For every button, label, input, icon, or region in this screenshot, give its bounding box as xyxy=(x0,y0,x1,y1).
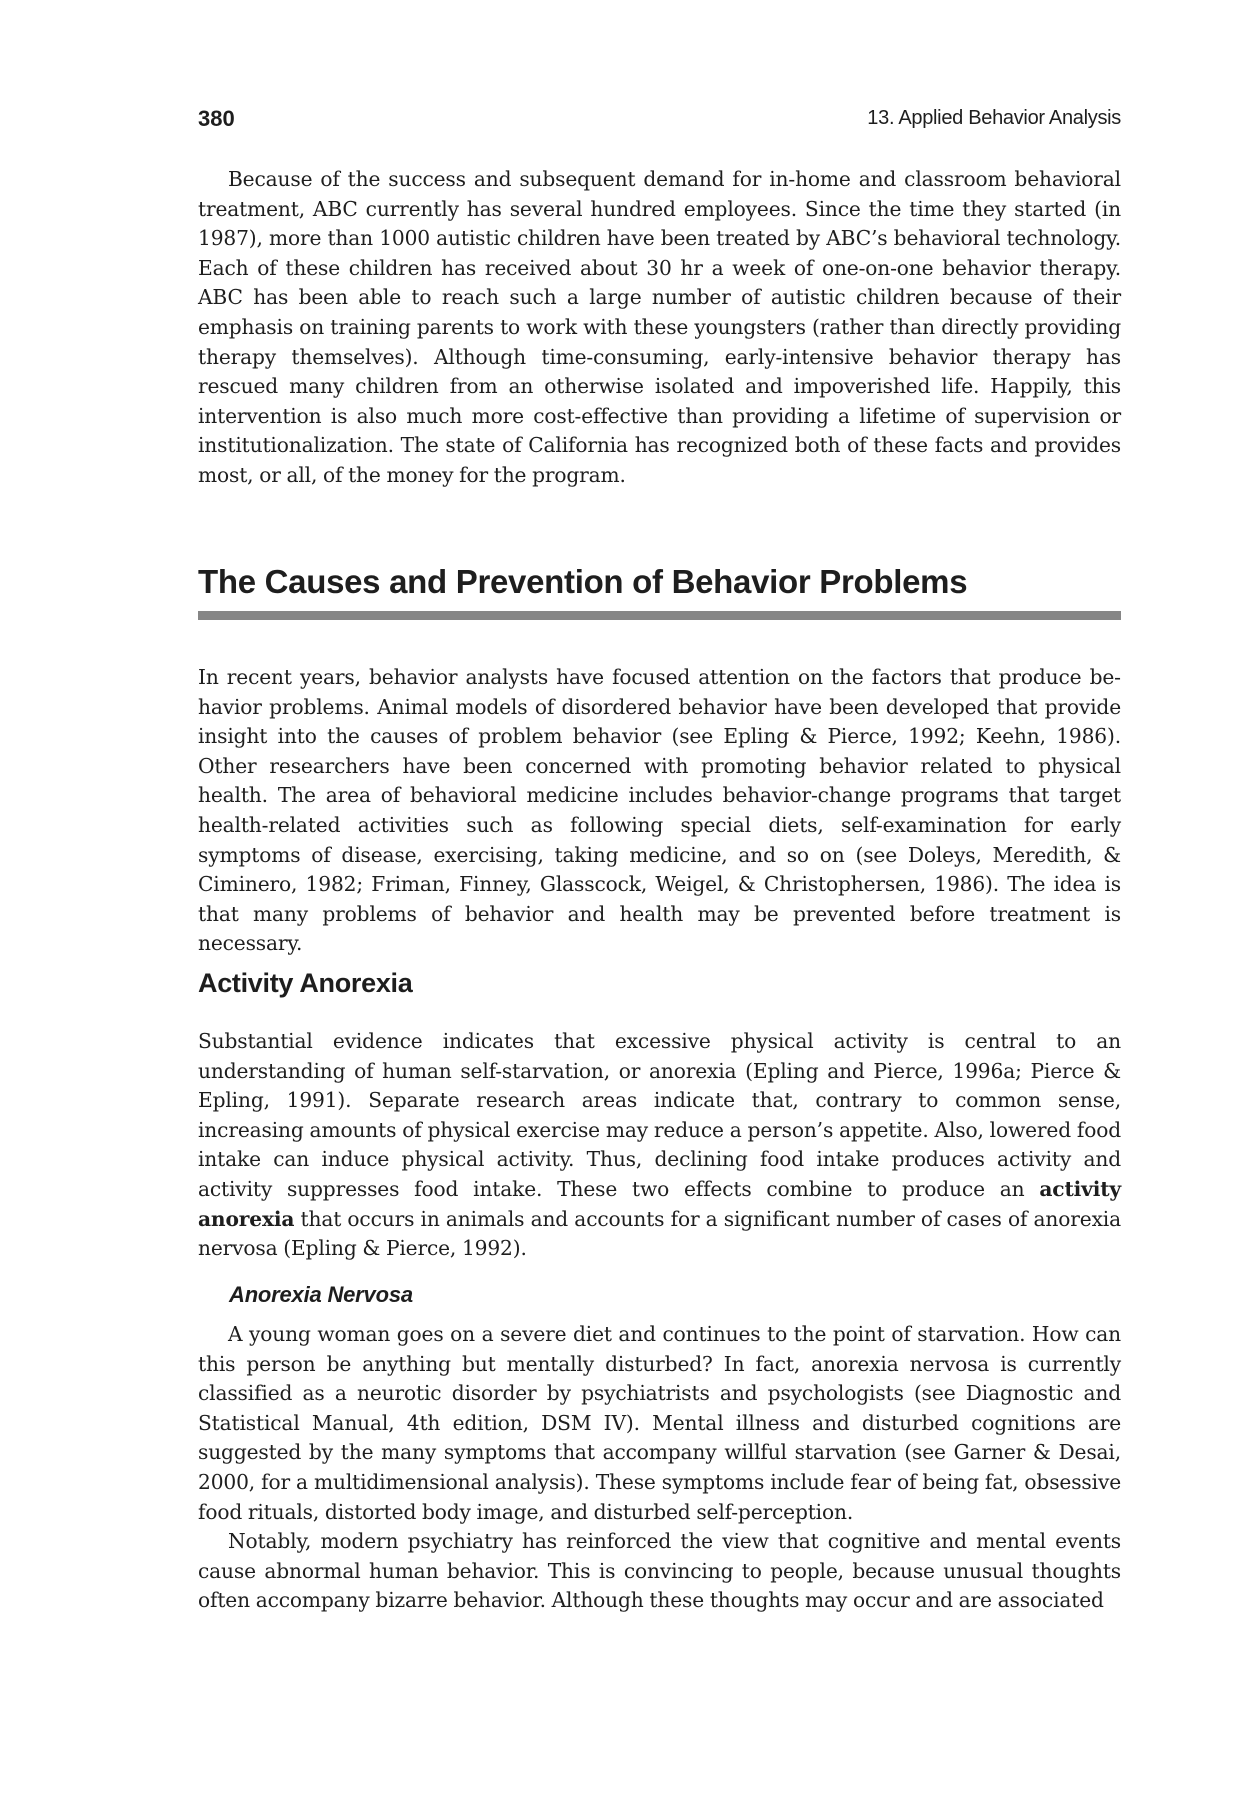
causes-paragraph: In recent years, behavior analysts have focused attention on the factors that produce behavior problems. Animal models of disordered behavior have been developed that provide insight into the causes of problem behavior (see Epling & Pierce, 1992; Keehn, 1986). Other researchers have been concerned with promoting behavior related to physical health. The area of behavioral medicine includes behavior-change programs that target health-related activities such as following special diets, self-examination for early symptoms of disease, exercising, taking medicine, and so on (see Doleys, Meredith, & Ciminero, 1982; Friman, Finney, Glasscock, Weigel, & Christophersen, 1986). The idea is that many problems of behavior and health may be prevented before treatment is necessary. xyxy=(198,665,1121,956)
running-head xyxy=(198,106,1121,138)
activity-anorexia-paragraph xyxy=(198,1027,1121,1264)
subsection-heading: Activity Anorexia xyxy=(198,968,413,998)
activity-anorexia-section xyxy=(198,1027,1121,1264)
anorexia-nervosa-section xyxy=(198,1320,1121,1616)
intro-section xyxy=(198,165,1121,491)
paragraph-text-after: that occurs in animals and accounts for a significant number of cases of anorexia nervosa (Epling & Pierce, 1992). xyxy=(198,1206,1121,1261)
anorexia-nervosa-paragraph-2: Notably, modern psychiatry has reinforced the view that cognitive and mental events cause abnormal human behavior. This is convincing to people, because unusual thoughts often accompany bizarre behavior. Although these thoughts may occur and are associated xyxy=(198,1529,1121,1613)
subsubsection-heading: Anorexia Nervosa xyxy=(229,1282,413,1307)
paragraph-text-before: Substantial evidence indicates that excessive physical activity is central to an understanding of human self-starvation, or anorexia (Epling and Pierce, 1996a; Pierce & Epling, 1991). Separate research areas indicate that, contrary to common sense, increasing amounts of physical exercise may reduce a person’s appetite. Also, lowered food intake can induce physical activity. Thus, declining food intake produces activity and activity suppresses food intake. These two effects combine to produce an xyxy=(198,1029,1121,1201)
anorexia-nervosa-paragraph-1: A young woman goes on a severe diet and continues to the point of starvation. How can this person be anything but mentally disturbed? In fact, anorexia nervosa is currently classified as a neurotic disorder by psychiatrists and psychologists (see Diagnostic and Statistical Manual, 4th edition, DSM IV). Mental illness and disturbed cognitions are suggested by the many symptoms that accompany willful starvation (see Garner & Desai, 2000, for a multidimensional analysis). These symptoms include fear of being fat, obsessive food rituals, distorted body image, and disturbed self-perception. xyxy=(198,1322,1121,1524)
section-rule xyxy=(198,611,1121,620)
intro-paragraph: Because of the success and subsequent demand for in-home and classroom behavioral treatment, ABC currently has several hundred employees. Since the time they started (in 1987), more than 1000 autistic children have been treated by ABC’s behavioral technology. Each of these children has received about 30 hr a week of one-on-one behavior therapy. ABC has been able to reach such a large number of autistic children because of their emphasis on training parents to work with these youngsters (rather than directly providing therapy themselves). Although time-consuming, early-intensive behavior therapy has rescued many children from an otherwise isolated and impoverished life. Happily, this intervention is also much more cost-effective than providing a lifetime of supervision or institutionalization. The state of California has recognized both of these facts and provides most, or all, of the money for the program. xyxy=(198,167,1121,487)
causes-section xyxy=(198,663,1121,959)
key-term: activity anorexia xyxy=(198,1176,1121,1231)
chapter-title: 13. Applied Behavior Analysis xyxy=(867,107,1121,129)
section-heading: The Causes and Prevention of Behavior Problems xyxy=(198,563,968,600)
page-number: 380 xyxy=(198,106,235,131)
